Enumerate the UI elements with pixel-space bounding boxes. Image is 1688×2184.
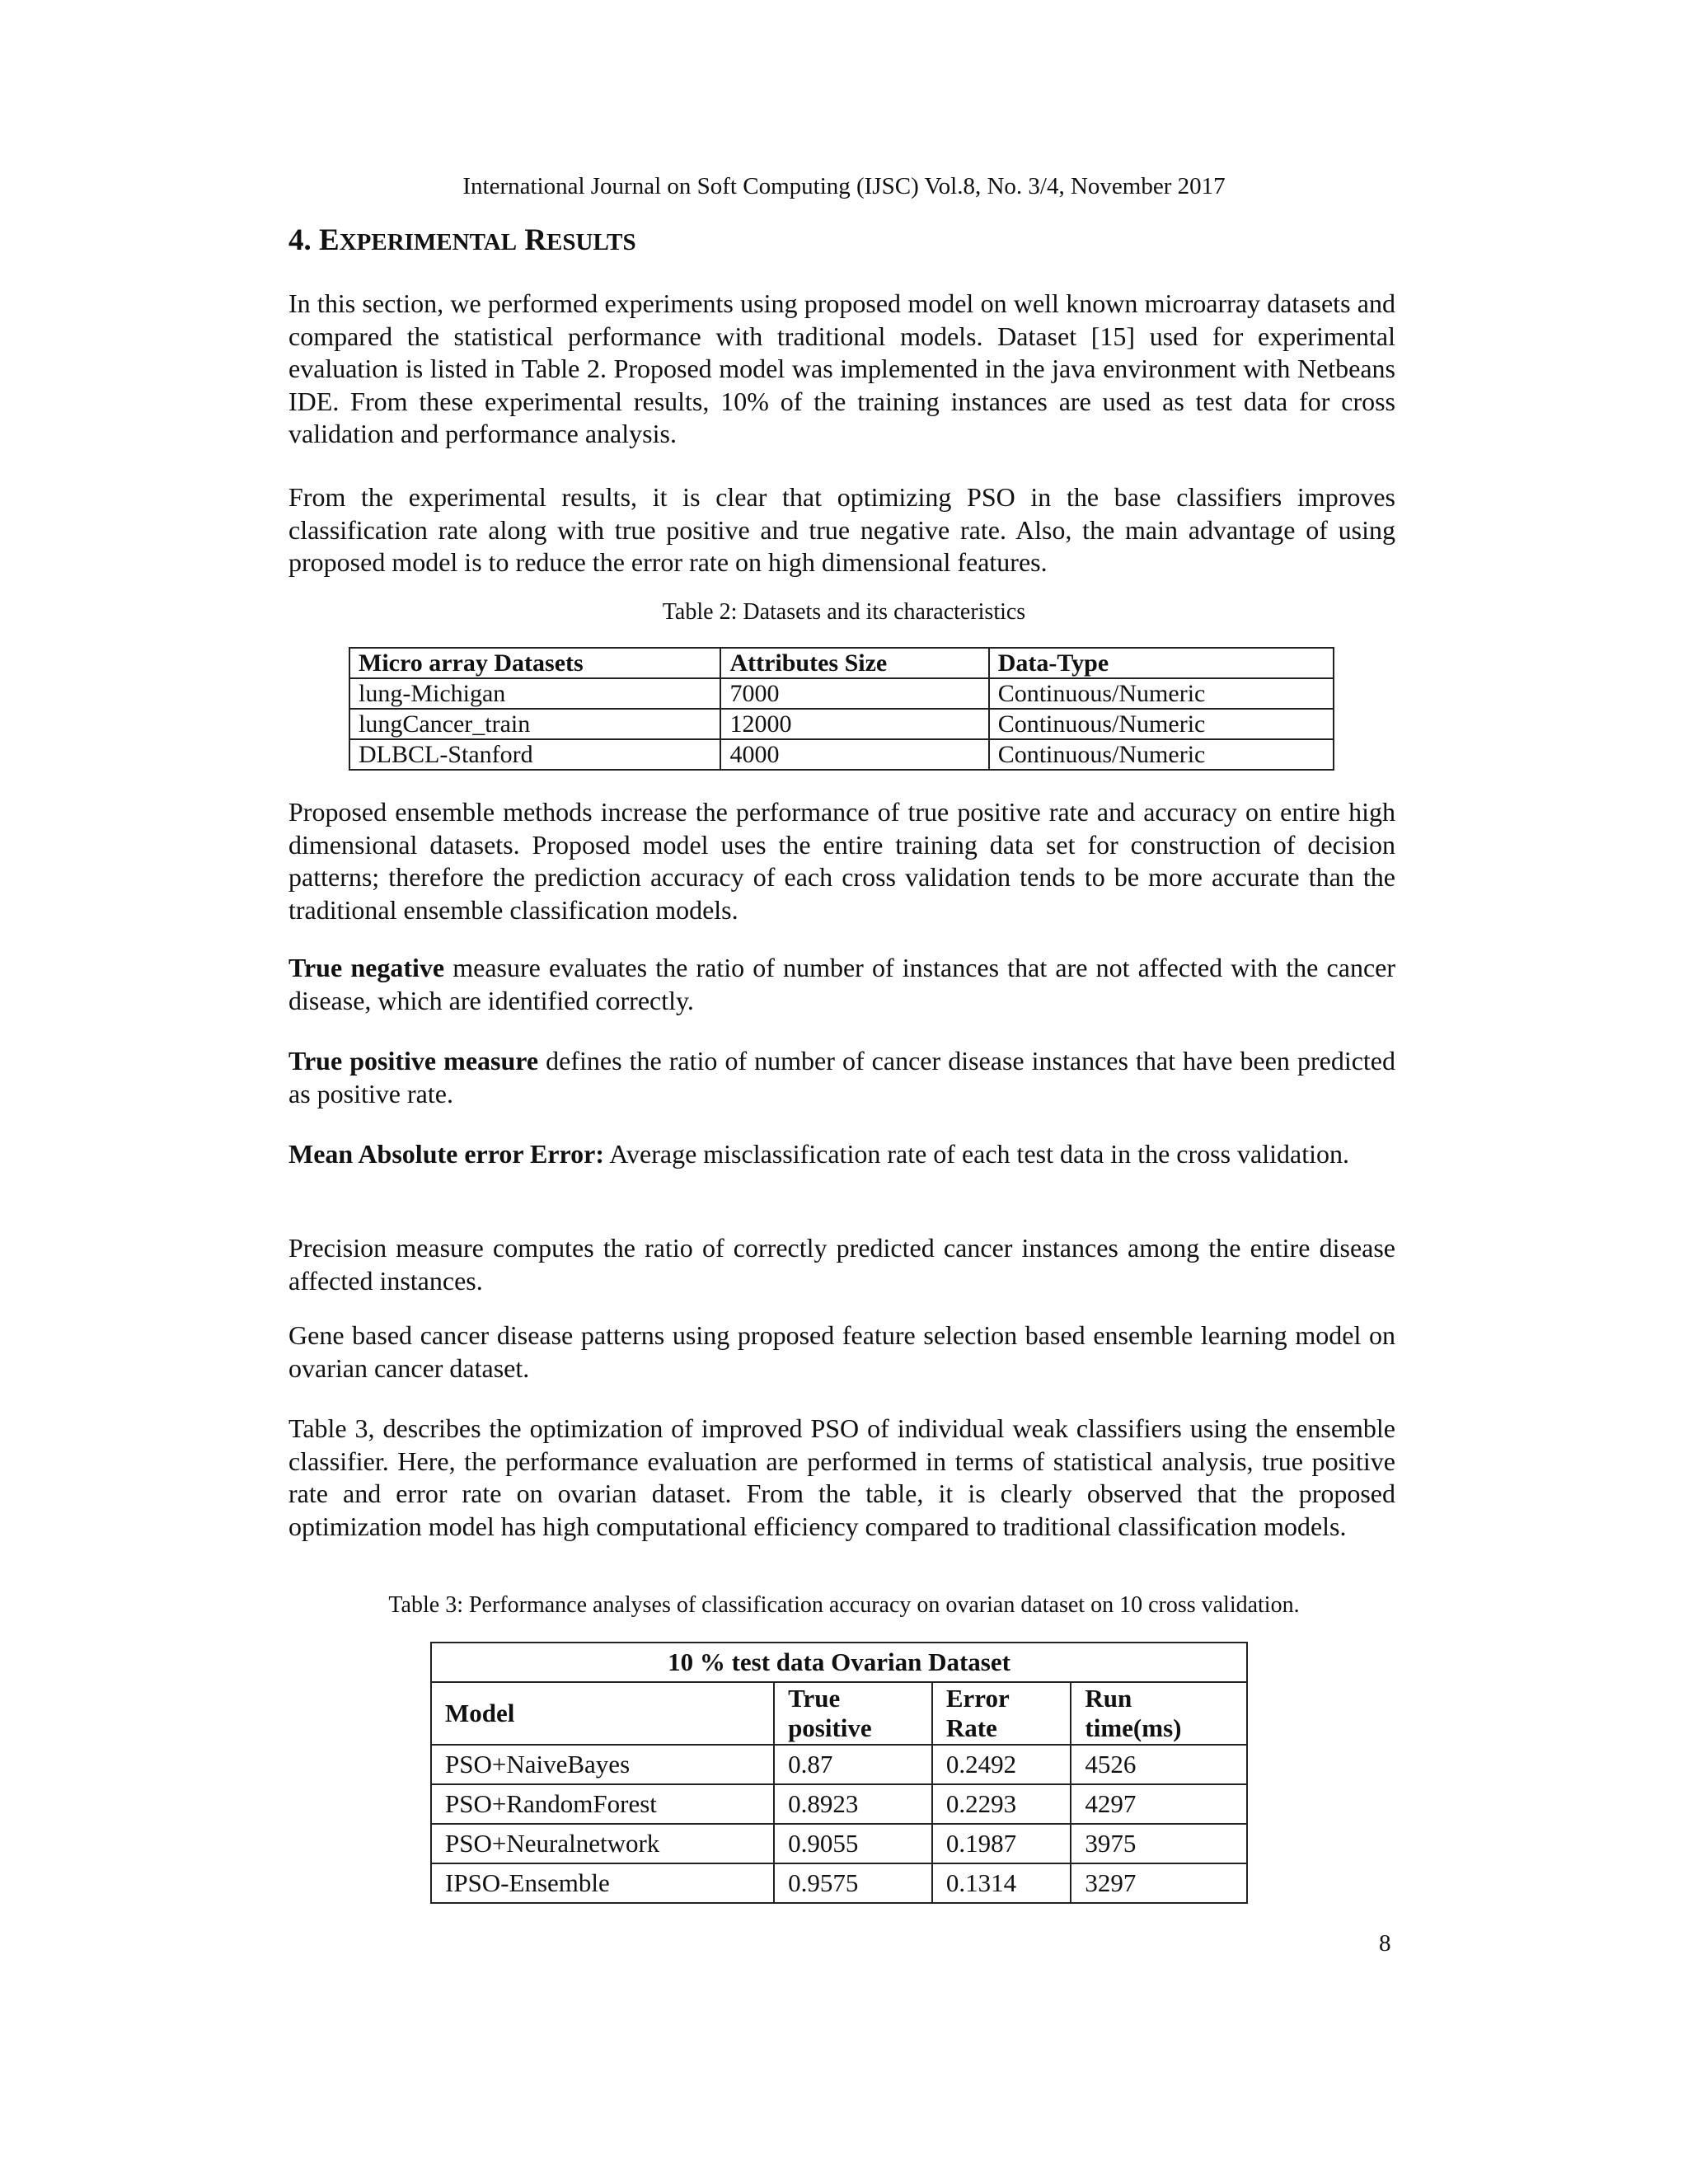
table-cell: 4297 [1071,1784,1247,1824]
definition-true-positive: defines the ratio of number of cancer disease instances that have been predicted as positive rate. [288,1046,1396,1108]
table-cell: 7000 [720,678,988,709]
header-line: Error [945,1684,1010,1713]
paragraph-results: From the experimental results, it is clear that optimizing PSO in the base classifiers improves classification rate along with true positive and true negative rate. Also, the main advantage of using proposed model is to reduce the error rate on high dimensional features. [288,482,1395,577]
table-cell: 0.1987 [932,1824,1071,1863]
section-title-rest2: ESULTS [546,229,636,255]
section-title-rest1: XPERIMENTAL [339,229,518,255]
table-cell: 0.9055 [774,1824,932,1863]
table-cell: 0.8923 [774,1784,932,1824]
table-cell: 4000 [720,739,988,770]
header-line: time(ms) [1085,1713,1182,1742]
table-cell: 3975 [1071,1824,1247,1863]
table-cell: lung-Michigan [349,678,720,709]
definition-true-negative: measure evaluates the ratio of number of instances that are not affected with the cancer disease, which are identified correctly. [288,953,1395,1015]
paragraph-gene: Gene based cancer disease patterns using proposed feature selection based ensemble learning model on ovarian cancer dataset. [288,1320,1395,1383]
table-header-row [431,1682,1247,1745]
table-header-cell: Attributes Size [720,648,988,678]
table-cell: Continuous/Numeric [989,678,1334,709]
table-cell: PSO+NaiveBayes [431,1745,774,1784]
table2 [349,647,1334,771]
table-header-cell: Data-Type [989,648,1334,678]
table3 [430,1642,1248,1904]
table-cell: 0.9575 [774,1863,932,1903]
table-row [431,1863,1247,1903]
section-number: 4. [288,223,312,257]
table-cell: 4526 [1071,1745,1247,1784]
table-row [349,709,1334,739]
table-header-row [349,648,1334,678]
table-header-cell: Model [431,1682,774,1745]
paragraph-precision: Precision measure computes the ratio of correctly predicted cancer instances among the entire disease affected instances. [288,1233,1395,1296]
paragraph-mae [288,1138,1395,1171]
section-title-cap1: E [319,223,340,257]
table-cell: PSO+Neuralnetwork [431,1824,774,1863]
term-true-negative: True negative [288,953,445,982]
table-cell: lungCancer_train [349,709,720,739]
paragraph-intro: In this section, we performed experiments using proposed model on well known microarray datasets and compared the statistical performance with traditional models. Dataset [15] used for experimental evaluation is listed in Table 2. Proposed model was implemented in the java environment with Netbeans IDE. From these experimental results, 10% of the training instances are used as test data for cross validation and performance analysis. [288,288,1395,448]
table-cell: Continuous/Numeric [989,739,1334,770]
table-header-cell [1071,1682,1247,1745]
table-cell: 0.1314 [932,1863,1071,1903]
table-row [431,1745,1247,1784]
table-header-cell [774,1682,932,1745]
table-merged-header: 10 % test data Ovarian Dataset [431,1643,1247,1682]
journal-header: International Journal on Soft Computing (IJSC) Vol.8, No. 3/4, November 2017 [462,173,1226,199]
header-line: Rate [945,1713,997,1742]
page-number: 8 [1379,1930,1391,1957]
table-cell: IPSO-Ensemble [431,1863,774,1903]
table-cell: 12000 [720,709,988,739]
term-mae: Mean Absolute error Error: [288,1139,605,1169]
table3-caption: Table 3: Performance analyses of classification accuracy on ovarian dataset on 10 cross validation. [388,1592,1300,1618]
table-header-row [431,1643,1247,1682]
section-title [288,223,636,258]
table-header-cell: Micro array Datasets [349,648,720,678]
section-title-cap2: R [524,223,547,257]
table-header-cell [932,1682,1071,1745]
table-row [349,678,1334,709]
paragraph-ensemble: Proposed ensemble methods increase the performance of true positive rate and accuracy on entire high dimensional datasets. Proposed model uses the entire training data set for construction of decision patterns; therefore the prediction accuracy of each cross validation tends to be more accurate than the traditional ensemble classification models. [288,797,1395,925]
paragraph-table3-desc: Table 3, describes the optimization of improved PSO of individual weak classifiers using the ensemble classifier. Here, the performance evaluation are performed in terms of statistical analysis, true positive rate and error rate on ovarian dataset. From the table, it is clearly observed that the proposed optimization model has high computational efficiency compared to traditional classification models. [288,1413,1395,1541]
header-line: Run [1085,1684,1132,1713]
paragraph-true-positive [288,1045,1395,1110]
paragraph-true-negative [288,952,1395,1017]
definition-mae: Average misclassification rate of each test data in the cross validation. [604,1139,1349,1169]
table2-caption: Table 2: Datasets and its characteristics [662,599,1026,625]
term-true-positive: True positive measure [288,1046,539,1076]
table-row [431,1824,1247,1863]
header-line: positive [788,1713,872,1742]
table-cell: PSO+RandomForest [431,1784,774,1824]
table-cell: 0.87 [774,1745,932,1784]
table-cell: 3297 [1071,1863,1247,1903]
table-cell: 0.2492 [932,1745,1071,1784]
table-cell: DLBCL-Stanford [349,739,720,770]
table-cell: Continuous/Numeric [989,709,1334,739]
table-row [431,1784,1247,1824]
table-cell: 0.2293 [932,1784,1071,1824]
header-line: True [788,1684,841,1713]
table-row [349,739,1334,770]
